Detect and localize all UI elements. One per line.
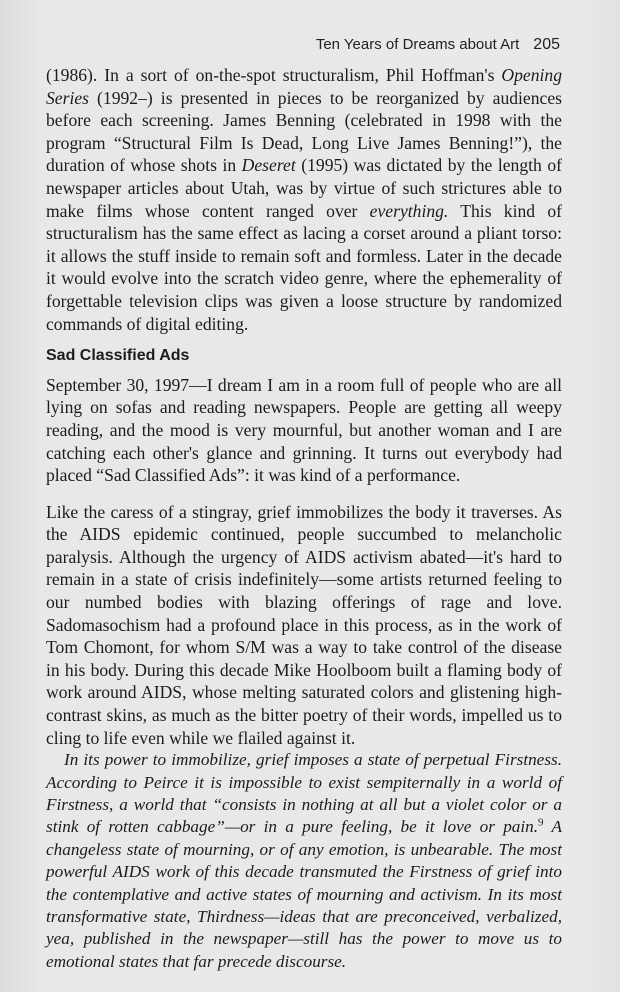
- text-run: In its power to immobilize, grief imposes a state of perpetual Firstness. According to Peirce it is impossible to exist sempiternally in a world of Firstness, a world that “consists in nothing at all but a violet color or a stink of rotten cabbage”—or in a pure feeling, be it love or pain.: [46, 750, 562, 837]
- emphasis-everything: everything.: [369, 200, 449, 221]
- body-text: [46, 64, 562, 973]
- page-number: 205: [533, 36, 560, 53]
- text-run: A changeless state of mourning, or of any emotion, is unbearable. The most powerful AIDS work of this decade transmuted the Firstness of grief into the contemplative and active states of mourning and activism. In its most transformative state, Thirdness—ideas that are preconceived, verbalized, yea, published in the newspaper—still has the power to move us to emotional states that far precede discourse.: [46, 817, 562, 971]
- text-run: (1992–) is presented in pieces to be reorganized by audiences before each screening. James Benning (celebrated in 1998 with the program “Structural Film Is Dead, Long Live James Benning!”), the duration of whose shots in: [46, 87, 562, 176]
- section-heading: Sad Classified Ads: [46, 347, 190, 365]
- running-header: [40, 36, 560, 54]
- paragraph-dream-entry: September 30, 1997—I dream I am in a room full of people who are all lying on sofas and reading newspapers. People are getting all weepy reading, and the mood is very mournful, but another woman and I are catching each other's glance and grinning. It turns out everybody had placed “Sad Classified Ads”: it was kind of a performance.: [46, 374, 562, 486]
- paragraph-structuralism: [46, 64, 562, 335]
- paragraph-grief: Like the caress of a stingray, grief immobilizes the body it traverses. As the AIDS epidemic continued, people succumbed to melancholic paralysis. Although the urgency of AIDS activism abated—it's hard to remain in a state of crisis indefinitely—some artists returned feeling to our numbed bodies with blazing offerings of rage and love. Sadomasochism had a profound place in this process, as in the work of Tom Chomont, for whom S/M was a way to take control of the disease in his body. During this decade Mike Hoolboom built a flaming body of work around AIDS, whose melting saturated colors and glistening high-contrast skins, as much as the bitter poetry of their words, impelled us to cling to life even while we flailed against it.: [46, 501, 562, 748]
- footnote-marker: 9: [538, 816, 544, 829]
- text-run: This kind of structuralism has the same effect as lacing a corset around a pliant torso: it allows the stuff inside to remain soft and formless. Later in the decade it would evolve into the scratch video genre, where the ephemerality of forgettable television clips was given a loose structure by randomized commands of digital editing.: [46, 200, 562, 334]
- text-run: (1986). In a sort of on-the-spot structuralism, Phil Hoffman's: [46, 65, 502, 85]
- film-title-opening-series: Opening Series: [46, 65, 562, 108]
- paragraph-firstness: [46, 749, 562, 973]
- running-title: Ten Years of Dreams about Art: [315, 36, 520, 53]
- text-run: (1995) was dictated by the length of newspaper articles about Utah, was by virtue of such strictures able to make films whose content ranged over: [46, 155, 562, 221]
- film-title-deseret: Deseret: [241, 155, 296, 176]
